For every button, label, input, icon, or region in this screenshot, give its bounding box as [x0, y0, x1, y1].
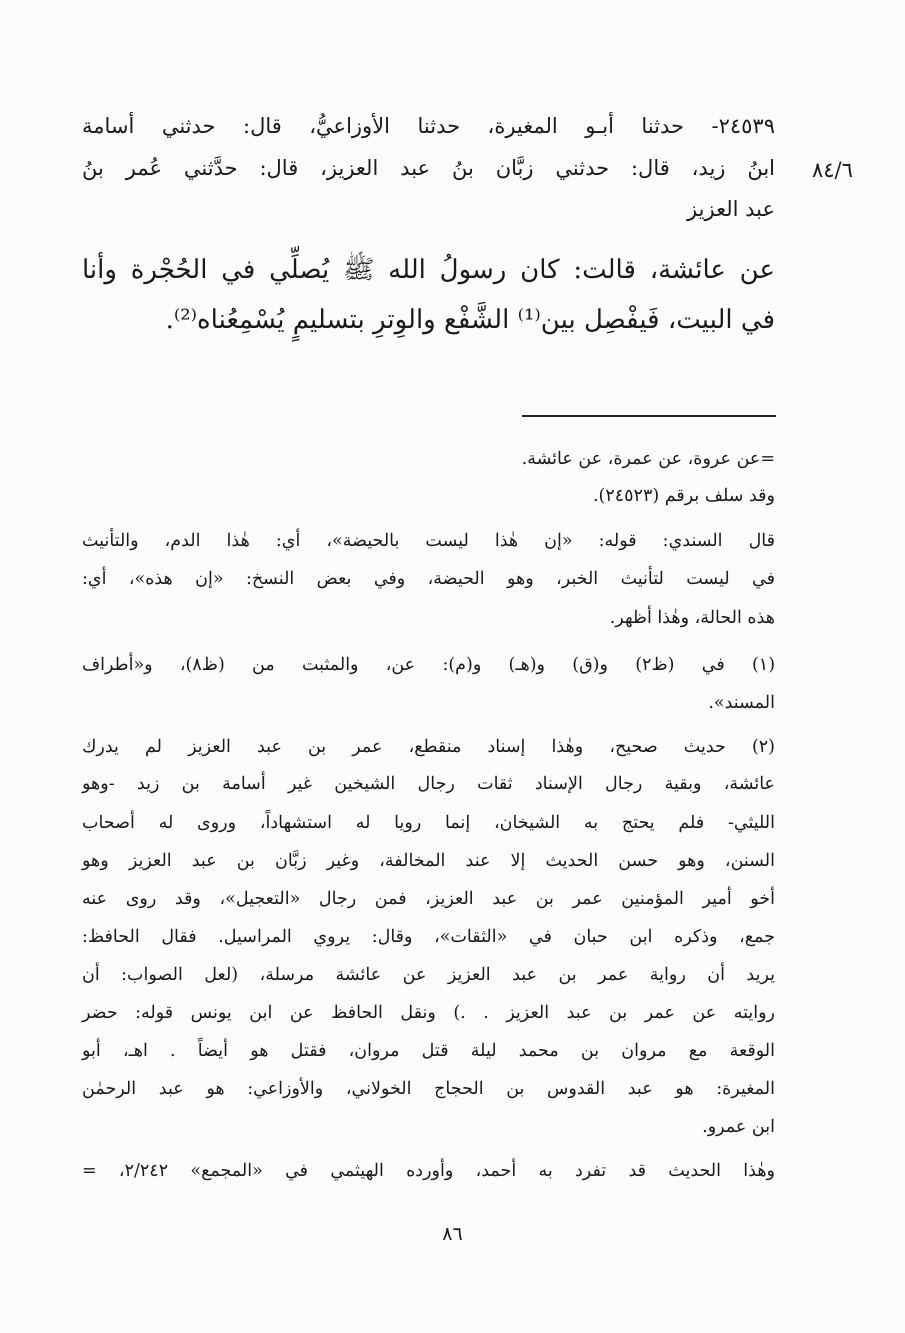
footnote-line: الليثي- فلم يحتج به الشيخان، إنما رويا له استشهاداً، وروى له أصحاب: [82, 813, 775, 833]
footnote-line: (٢) حديث صحيح، وهٰذا إسناد منقطع، عمر بن عبد العزيز لم يدرك: [82, 737, 775, 757]
isnad-line: ابنُ زيد، قال: حدثني زبَّان بنُ عبد العزيز، قال: حدَّثني عُمر بنُ: [82, 156, 775, 180]
footnote-line: في ليست لتأنيث الخبر، وهو الحيضة، وفي بعض النسخ: «إن هذه»، أي:: [82, 569, 775, 589]
footnote-line: المسند».: [708, 693, 775, 713]
footnote-line: يريد أن رواية عمر بن عبد العزيز عن عائشة مرسلة، (لعل الصواب: أن: [82, 965, 775, 985]
footnote-line: السنن، وهو حسن الحديث إلا عند المخالفة، وغير زبَّان بن عبد العزيز وهو: [82, 851, 775, 871]
footnote-line: جمع، وذكره ابن حبان في «الثقات»، وقال: يروي المراسيل. فقال الحافظ:: [82, 927, 775, 947]
footnote-line: (١) في (ظ٢) و(ق) و(هـ) و(م): عن، والمثبت من (ظ٨)، و«أطراف: [82, 655, 776, 675]
footnote-line: وقد سلف برقم (٢٤٥٢٣).: [592, 486, 775, 506]
footnote-separator: [522, 415, 776, 417]
matn-line: في البيت، فَيفْصِل بين⁽¹⁾ الشَّفْع والوِترِ بتسليمٍ يُسْمِعُناه⁽²⁾.: [165, 305, 775, 335]
footnote-line: وهٰذا الحديث قد تفرد به أحمد، وأورده الهيثمي في «المجمع» ٢/٢٤٢، =: [82, 1161, 775, 1181]
matn-line: عن عائشة، قالت: كان رسولُ الله ﷺ يُصلِّي في الحُجْرة وأنا: [82, 255, 775, 285]
footnote-line: عائشة، وبقية رجال الإسناد ثقات رجال الشيخين غير أسامة بن زيد -وهو: [82, 774, 775, 794]
page-number: ٨٦: [442, 1223, 463, 1245]
footnote-line: الوقعة مع مروان بن محمد ليلة قتل مروان، فقتل هو أيضاً . اهـ، أبو: [82, 1041, 775, 1061]
footnote-line: =عن عروة، عن عمرة، عن عائشة.: [521, 449, 775, 469]
footnote-line: قال السندي: قوله: «إن هٰذا ليست بالحيضة»، أي: هٰذا الدم، والتأنيث: [82, 531, 775, 551]
isnad-line: عبد العزيز: [687, 197, 775, 221]
footnote-line: هذه الحالة، وهٰذا أظهر.: [609, 608, 775, 628]
footnote-line: ابن عمرو.: [702, 1117, 775, 1137]
margin-reference: ٨٤/٦: [812, 158, 853, 182]
footnote-line: أخو أمير المؤمنين عمر بن عبد العزيز، فمن رجال «التعجيل»، وقد روى عنه: [82, 889, 775, 909]
footnote-line: المغيرة: هو عبد القدوس بن الحجاج الخولاني، والأوزاعي: هو عبد الرحمٰن: [82, 1079, 775, 1099]
footnote-line: روايته عن عمر بن عبد العزيز . .) ونقل الحافظ عن ابن يونس قوله: حضر: [82, 1003, 775, 1023]
isnad-line: ٢٤٥٣٩- حدثنا أبـو المغيرة، حدثنا الأوزاعيُّ، قال: حدثني أسامة: [82, 114, 775, 138]
